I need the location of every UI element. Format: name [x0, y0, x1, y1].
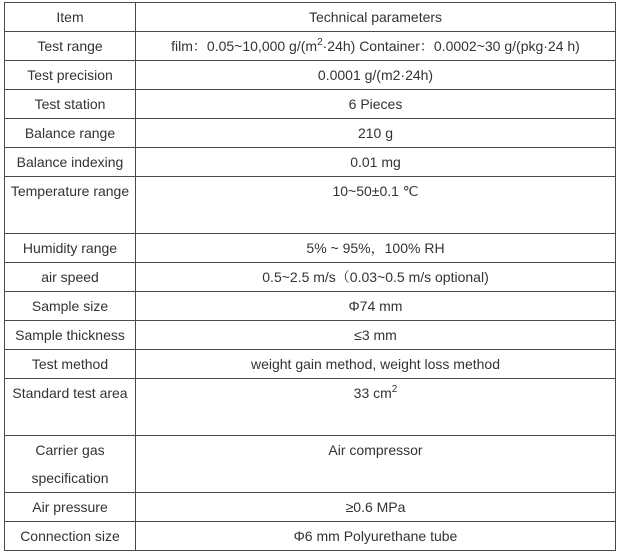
table-row — [5, 119, 616, 148]
area-value: 33 cm — [353, 385, 392, 401]
row-label: Air pressure — [5, 493, 136, 522]
table-row — [5, 522, 616, 551]
row-label: Test range — [5, 32, 136, 61]
row-label: Temperature range — [5, 177, 136, 234]
row-value: 5% ~ 95%，100% RH — [136, 234, 616, 263]
row-label: Sample size — [5, 292, 136, 321]
header-item: Item — [5, 3, 136, 32]
header-technical-parameters: Technical parameters — [136, 3, 616, 32]
row-value: Φ74 mm — [136, 292, 616, 321]
row-label: Carrier gas specification — [5, 436, 136, 493]
table-header-row — [5, 3, 616, 32]
row-value — [136, 379, 616, 436]
row-value: 0.5~2.5 m/s（0.03~0.5 m/s optional) — [136, 263, 616, 292]
table-row — [5, 379, 616, 436]
table-row — [5, 90, 616, 119]
row-label: Humidity range — [5, 234, 136, 263]
test-range-film: film：0.05~10,000 g/(m — [171, 38, 318, 54]
table-row — [5, 321, 616, 350]
table-row — [5, 32, 616, 61]
row-value: 6 Pieces — [136, 90, 616, 119]
table-row — [5, 436, 616, 493]
table-row — [5, 148, 616, 177]
table-row — [5, 493, 616, 522]
table-row — [5, 61, 616, 90]
row-value: ≥0.6 MPa — [136, 493, 616, 522]
row-value: ≤3 mm — [136, 321, 616, 350]
row-value — [136, 32, 616, 61]
row-label: Test precision — [5, 61, 136, 90]
row-value: 210 g — [136, 119, 616, 148]
row-label: Connection size — [5, 522, 136, 551]
row-label: Balance range — [5, 119, 136, 148]
row-value: weight gain method, weight loss method — [136, 350, 616, 379]
superscript: 2 — [317, 37, 323, 48]
technical-parameters-table — [4, 2, 616, 551]
row-label: air speed — [5, 263, 136, 292]
table-row — [5, 177, 616, 234]
superscript: 2 — [391, 384, 398, 395]
row-value: 0.0001 g/(m2·24h) — [136, 61, 616, 90]
table-row — [5, 263, 616, 292]
table-row — [5, 350, 616, 379]
row-value: Φ6 mm Polyurethane tube — [136, 522, 616, 551]
row-label: Test station — [5, 90, 136, 119]
row-label: Sample thickness — [5, 321, 136, 350]
row-label: Standard test area — [5, 379, 136, 436]
table-row — [5, 234, 616, 263]
test-range-container: ·24h) Container：0.0002~30 g/(pkg·24 h) — [322, 38, 580, 54]
row-value: Air compressor — [136, 436, 616, 493]
row-label: Test method — [5, 350, 136, 379]
row-label: Balance indexing — [5, 148, 136, 177]
row-value: 10~50±0.1 ℃ — [136, 177, 616, 234]
table-row — [5, 292, 616, 321]
row-value: 0.01 mg — [136, 148, 616, 177]
